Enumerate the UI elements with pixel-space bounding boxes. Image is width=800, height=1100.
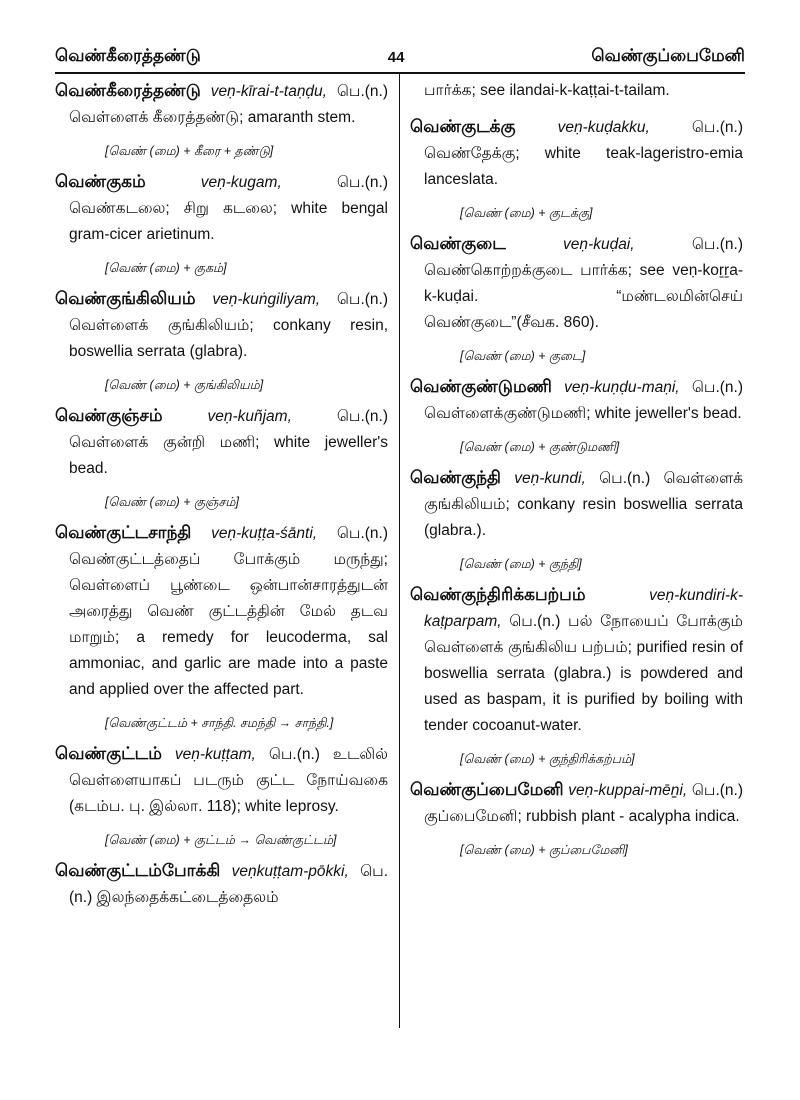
entry	[410, 374, 743, 457]
entry	[410, 582, 743, 769]
transliteration: veṇ-kuñjam,	[207, 408, 292, 425]
definition: பெ.(n.) வெள்ளைக் குங்கிலியம்; conkany resin, boswellia serrata (glabra).	[69, 291, 389, 360]
entry	[55, 858, 388, 911]
entry	[55, 741, 388, 850]
headword: வெண்குகம்	[55, 172, 146, 191]
definition: பெ.(n.) உடலில் வெள்ளையாகப் படரும் குட்ட நோய்வகை (கடம்ப. பு. இல்லா. 118); white leprosy.	[69, 746, 388, 815]
page-number: 44	[387, 48, 405, 66]
headword: வெண்கீரைத்தண்டு	[55, 81, 201, 100]
definition: பெ.(n.) வெண்கொற்றக்குடை பார்க்க; see veṇ-koṟṟa-k-kuḍai. “மண்டலமின்செய் வெண்குடை”(சீவக. 860).	[424, 236, 743, 331]
etymology: [வெண் (மை) + குந்திரிக்கற்பம்]	[460, 752, 635, 766]
definition: பெ.(n.) வெண்கடலை; சிறு கடலை; white bengal gram-cicer arietinum.	[69, 174, 388, 243]
entry	[55, 403, 388, 512]
etymology: [வெண்குட்டம் + சாந்தி. சமந்தி → சாந்தி.]	[105, 716, 334, 730]
transliteration: veṇ-kuṭṭa-śānti,	[211, 525, 318, 542]
headword: வெண்குடை	[410, 234, 506, 253]
etymology: [வெண் (மை) + குடக்கு]	[460, 206, 593, 220]
headword: வெண்குப்பைமேனி	[410, 780, 564, 799]
transliteration: veṇkuṭṭam-pōkki,	[231, 863, 349, 880]
definition: பெ.(n.) வெண்தேக்கு; white teak-lageristro-emia lanceslata.	[424, 119, 744, 188]
definition: பெ.(n.) இலந்தைக்கட்டைத்தைலம்	[69, 863, 388, 906]
definition: பெ.(n.) வெண்குட்டத்தைப் போக்கும் மருந்து; வெள்ளைப் பூண்டை ஒன்பான்சாரத்துடன் அரைத்து வெண் குட்டத்தின் மேல் தடவ மாறும்; a remedy for leucoderma, sal ammoniac, and garlic are made into a paste and applied over the affected part.	[69, 525, 388, 698]
etymology: [வெண் (மை) + கீரை + தண்டு]	[105, 144, 274, 158]
headword: வெண்குஞ்சம்	[55, 406, 163, 425]
definition: பெ.(n.) குப்பைமேனி; rubbish plant - acalypha indica.	[424, 782, 743, 825]
definition: பெ.(n.) வெள்ளைக் கீரைத்தண்டு; amaranth stem.	[69, 83, 388, 126]
entry	[410, 231, 743, 366]
transliteration: veṇ-kuṇḍu-maṇi,	[564, 379, 680, 396]
etymology: [வெண் (மை) + குஞ்சம்]	[105, 495, 239, 509]
transliteration: veṇ-kuṭṭam,	[174, 746, 256, 763]
header-rule	[55, 72, 745, 74]
definition: பெ.(n.) வெள்ளைக்குண்டுமணி; white jeweller's bead.	[424, 379, 743, 422]
entry	[55, 286, 388, 395]
entry	[410, 114, 743, 223]
entry	[55, 520, 388, 733]
column-divider	[399, 74, 400, 1028]
left-column	[55, 78, 388, 911]
etymology: [வெண் (மை) + குந்தி]	[460, 557, 582, 571]
etymology: [வெண் (மை) + குப்பைமேனி]	[460, 843, 628, 857]
right-column	[410, 78, 743, 868]
continued-definition: பார்க்க; see ilandai-k-kaṭṭai-t-tailam.	[424, 82, 670, 99]
headword: வெண்குந்திரிக்கபற்பம்	[410, 585, 586, 604]
entry	[55, 169, 388, 278]
transliteration: veṇ-kuppai-mēṉi,	[568, 782, 688, 799]
etymology: [வெண் (மை) + குங்கிலியம்]	[105, 378, 264, 392]
headword: வெண்குண்டுமணி	[410, 377, 552, 396]
transliteration: veṇ-kuḍai,	[563, 236, 635, 253]
transliteration: veṇ-kīrai-t-taṇḍu,	[210, 83, 327, 100]
transliteration: veṇ-kuṅgiliyam,	[212, 291, 321, 308]
definition: பெ.(n.) வெள்ளைக் குங்கிலியம்; conkany resin boswellia serrata (glabra.).	[424, 470, 743, 539]
header-right-guideword: வெண்குப்பைமேனி	[591, 46, 745, 65]
entry	[410, 777, 743, 860]
headword: வெண்குட்டம்போக்கி	[55, 861, 221, 880]
headword: வெண்குங்கிலியம்	[55, 289, 196, 308]
headword: வெண்குடக்கு	[410, 117, 516, 136]
headword: வெண்குட்டசாந்தி	[55, 523, 192, 542]
etymology: [வெண் (மை) + குடை]	[460, 349, 586, 363]
header-left-guideword: வெண்கீரைத்தண்டு	[55, 46, 201, 65]
transliteration: veṇ-kuḍakku,	[557, 119, 650, 136]
definition: பெ.(n.) பல் நோயைப் போக்கும் வெள்ளைக் குங்கிலிய பற்பம்; purified resin of boswellia serrata (glabra.) is powdered and used as baspam, it is purified by boiling with tender cocoanut-water.	[424, 613, 743, 734]
transliteration: veṇ-kugam,	[200, 174, 282, 191]
headword: வெண்குட்டம்	[55, 744, 162, 763]
definition: பெ.(n.) வெள்ளைக் குன்றி மணி; white jeweller's bead.	[69, 408, 388, 477]
entry	[55, 78, 388, 161]
etymology: [வெண் (மை) + குட்டம் → வெண்குட்டம்]	[105, 833, 337, 847]
headword: வெண்குந்தி	[410, 468, 501, 487]
running-header	[55, 44, 745, 70]
etymology: [வெண் (மை) + குண்டுமணி]	[460, 440, 620, 454]
entry	[410, 465, 743, 574]
transliteration: veṇ-kundiri-k-kaṭparpam,	[424, 587, 743, 630]
transliteration: veṇ-kundi,	[514, 470, 586, 487]
etymology: [வெண் (மை) + குகம்]	[105, 261, 227, 275]
